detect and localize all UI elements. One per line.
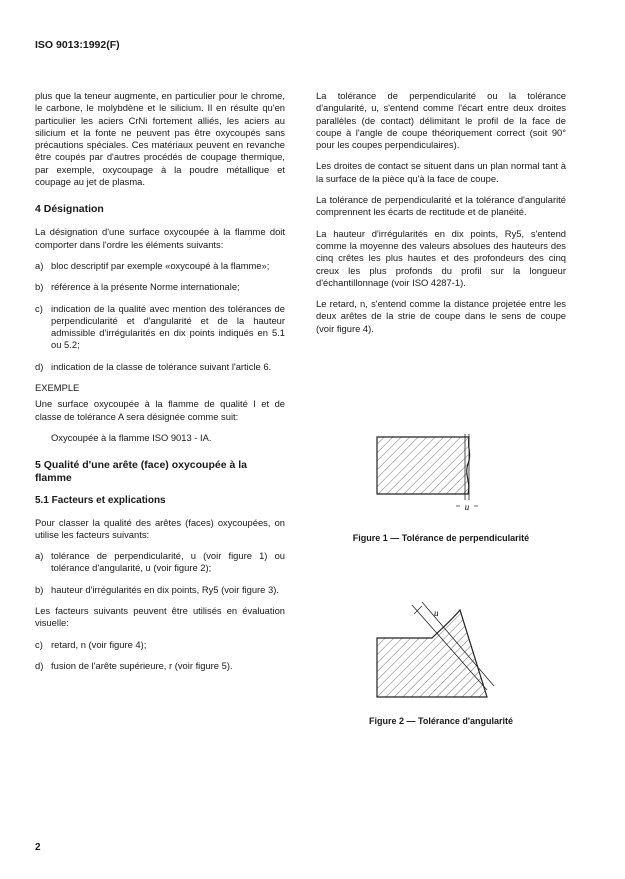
section-4-title: 4 Désignation bbox=[35, 203, 104, 216]
left-column bbox=[35, 90, 285, 681]
list-item: b) hauteur d'irrégularités en dix points, Ry5 (voir figure 3). bbox=[35, 583, 279, 595]
figure-1-caption: Figure 1 — Tolérance de perpendicularité bbox=[352, 533, 530, 543]
roughness-definition: La hauteur d'irrégularités en dix points, Ry5, s'entend comme la moyenne des valeurs absolues des hauteurs des cinq crêtes les plus hautes et des profondeurs des cinq creux les plus profonds du profil sur la longueur d'échantillonnage (voir ISO 4287-1). bbox=[316, 227, 566, 288]
example-designation: Oxycoupée à la flamme ISO 9013 - IA. bbox=[51, 431, 212, 443]
list-item: b) référence à la présente Norme internationale; bbox=[35, 281, 240, 293]
figure-1-u-label: u bbox=[464, 502, 470, 512]
list-item: c) indication de la qualité avec mention des tolérances de perpendicularité et d'angularité et de la hauteur admissible d'irrégularités en dix points indiqués en 5.1 ou 5.2; bbox=[35, 302, 285, 351]
section-5-1-paragraph-2: Les facteurs suivants peuvent être utilisés en évaluation visuelle: bbox=[35, 605, 285, 629]
figure-2-diagram bbox=[372, 600, 502, 705]
list-item: a) bloc descriptif par exemple «oxycoupé à la flamme»; bbox=[35, 259, 270, 271]
section-5-1-paragraph: Pour classer la qualité des arêtes (faces) oxycoupées, on utilise les facteurs suivants: bbox=[35, 516, 285, 540]
figure-1-diagram bbox=[372, 432, 492, 517]
section-4-paragraph: La désignation d'une surface oxycoupée à la flamme doit comporter dans l'ordre les éléments suivants: bbox=[35, 226, 285, 250]
visual-factors-list bbox=[35, 639, 285, 673]
list-item: d) indication de la classe de tolérance suivant l'article 6. bbox=[35, 360, 272, 372]
figure-2-caption: Figure 2 — Tolérance d'angularité bbox=[368, 716, 513, 726]
list-item: c) retard, n (voir figure 4); bbox=[35, 638, 147, 650]
factors-list bbox=[35, 550, 285, 596]
section-5-1-title: 5.1 Facteurs et explications bbox=[35, 495, 166, 507]
intro-paragraph: plus que la teneur augmente, en particulier pour le chrome, le carbone, le molybdène et le silicium. Il en résulte qu'en particulier les aciers CrNi fortement alliés, les aciers au silicium et la fonte ne peuvent pas être oxycoupés sans précautions spéciales. Ces matériaux peuvent en revanche être coupés par d'autres procédés de coupage thermique, par exemple, oxycoupage à la poudre métallique et coupage au jet de plasma. bbox=[35, 90, 285, 188]
example-text: Une surface oxycoupée à la flamme de qualité I et de classe de tolérance A sera désignée comme suit: bbox=[35, 398, 285, 422]
designation-list bbox=[35, 260, 285, 373]
right-column bbox=[316, 90, 566, 344]
list-item: a) tolérance de perpendicularité, u (voir figure 1) ou tolérance d'angularité, u (voir figure 2); bbox=[35, 550, 285, 574]
section-5-title: 5 Qualité d'une arête (face) oxycoupée à la flamme bbox=[35, 459, 247, 485]
figure-2-u-label: u bbox=[434, 608, 439, 618]
tolerance-definition: La tolérance de perpendicularité ou la tolérance d'angularité, u, s'entend comme l'écart entre deux droites parallèles (de contact) délimitant le profil de la face de coupe à l'angle de coupe théoriquement correct (soit 90° pour les coupes perpendiculaires). bbox=[316, 90, 566, 151]
contact-lines-paragraph: Les droites de contact se situent dans un plan normal tant à la surface de la pièce qu'à la face de coupe. bbox=[316, 160, 566, 184]
page-number: 2 bbox=[35, 842, 41, 853]
document-code: ISO 9013:1992(F) bbox=[35, 39, 120, 51]
list-item: d) fusion de l'arête supérieure, r (voir figure 5). bbox=[35, 659, 233, 671]
example-label: EXEMPLE bbox=[35, 382, 80, 394]
drag-definition: Le retard, n, s'entend comme la distance projetée entre les deux arêtes de la strie de coupe dans le sens de coupe (voir figure 4). bbox=[316, 298, 566, 334]
tolerance-includes-paragraph: La tolérance de perpendicularité et la tolérance d'angularité comprennent les écarts de rectitude et de planéité. bbox=[316, 194, 566, 218]
